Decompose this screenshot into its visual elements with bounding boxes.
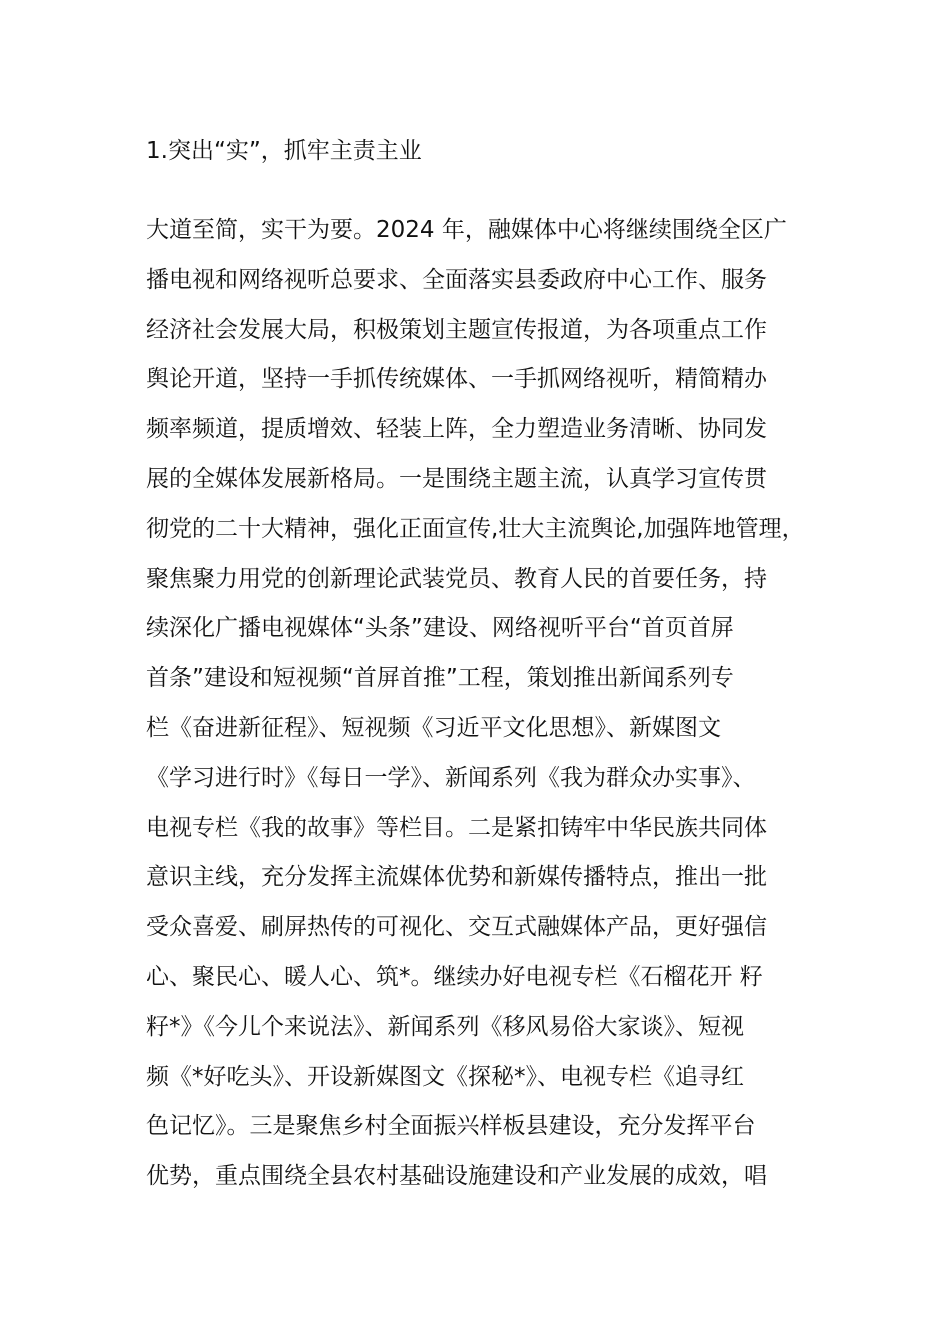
paragraph-line: 频率频道，提质增效、轻装上阵，全力塑造业务清晰、协同发 bbox=[146, 416, 767, 443]
paragraph-line: 电视专栏《我的故事》等栏目。二是紧扣铸牢中华民族共同体 bbox=[146, 814, 767, 841]
paragraph-line: 栏《奋进新征程》、短视频《习近平文化思想》、新媒图文 bbox=[146, 714, 721, 741]
paragraph-line: 展的全媒体发展新格局。一是围绕主题主流，认真学习宣传贯 bbox=[146, 465, 767, 492]
paragraph-line: 心、聚民心、暖人心、筑*。继续办好电视专栏《石榴花开 籽 bbox=[146, 963, 763, 990]
paragraph-line: 优势，重点围绕全县农村基础设施建设和产业发展的成效，唱 bbox=[146, 1163, 767, 1190]
body-paragraph bbox=[146, 206, 826, 1202]
paragraph-line: 大道至简，实干为要。2024 年，融媒体中心将继续围绕全区广 bbox=[146, 217, 787, 243]
section-heading: 1.突出“实”，抓牢主责主业 bbox=[146, 138, 422, 164]
paragraph-line: 播电视和网络视听总要求、全面落实县委政府中心工作、服务 bbox=[146, 266, 767, 293]
paragraph-line: 首条”建设和短视频“首屏首推”工程，策划推出新闻系列专 bbox=[146, 665, 734, 692]
paragraph-line: 籽*》《今儿个来说法》、新闻系列《移风易俗大家谈》、短视 bbox=[146, 1013, 744, 1040]
paragraph-line: 续深化广播电视媒体“头条”建设、网络视听平台“首页首屏 bbox=[146, 615, 734, 642]
paragraph-line: 受众喜爱、刷屏热传的可视化、交互式融媒体产品，更好强信 bbox=[146, 914, 767, 941]
paragraph-line: 《学习进行时》《每日一学》、新闻系列《我为群众办实事》、 bbox=[146, 764, 756, 791]
paragraph-line: 聚焦聚力用党的创新理论武装党员、教育人民的首要任务，持 bbox=[146, 565, 767, 592]
paragraph-line: 频《*好吃头》、开设新媒图文《探秘*》、电视专栏《追寻红 bbox=[146, 1063, 744, 1090]
paragraph-line: 经济社会发展大局，积极策划主题宣传报道，为各项重点工作 bbox=[146, 316, 767, 343]
paragraph-line: 意识主线，充分发挥主流媒体优势和新媒传播特点，推出一批 bbox=[146, 864, 767, 891]
paragraph-line: 彻党的二十大精神，强化正面宣传,壮大主流舆论,加强阵地管理， bbox=[146, 515, 805, 542]
paragraph-line: 舆论开道，坚持一手抓传统媒体、一手抓网络视听，精简精办 bbox=[146, 366, 767, 393]
paragraph-line: 色记忆》。三是聚焦乡村全面振兴样板县建设，充分发挥平台 bbox=[146, 1113, 756, 1140]
